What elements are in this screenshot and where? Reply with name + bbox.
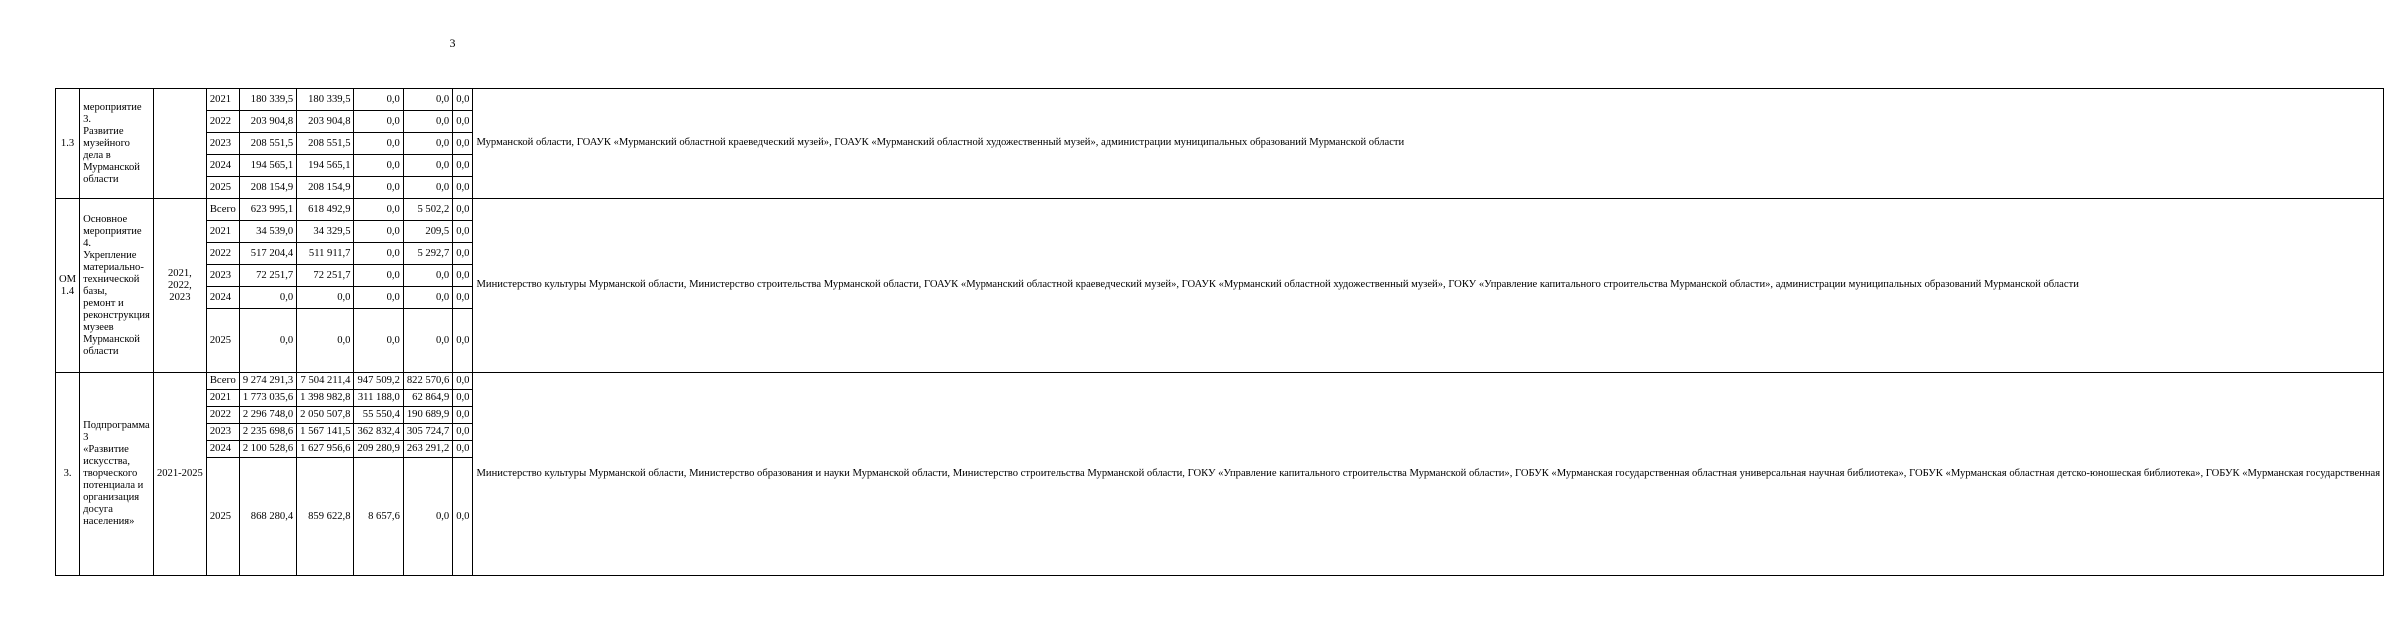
value-cell: 0,0 xyxy=(453,424,473,441)
value-cell: 209,5 xyxy=(403,221,452,243)
value-cell: 0,0 xyxy=(453,265,473,287)
value-cell: 9 274 291,3 xyxy=(239,373,296,390)
value-cell: 0,0 xyxy=(403,265,452,287)
value-cell: 0,0 xyxy=(403,133,452,155)
value-cell: 0,0 xyxy=(453,390,473,407)
table-row xyxy=(56,199,2384,221)
value-cell: 0,0 xyxy=(354,155,403,177)
year-cell: 2021 xyxy=(206,89,239,111)
value-cell: 0,0 xyxy=(403,89,452,111)
value-cell: 208 551,5 xyxy=(239,133,296,155)
value-cell: 209 280,9 xyxy=(354,441,403,458)
value-cell: 190 689,9 xyxy=(403,407,452,424)
year-cell: 2024 xyxy=(206,287,239,309)
value-cell: 0,0 xyxy=(354,287,403,309)
value-cell: 517 204,4 xyxy=(239,243,296,265)
year-cell: Всего xyxy=(206,199,239,221)
value-cell: 72 251,7 xyxy=(239,265,296,287)
value-cell: 859 622,8 xyxy=(297,458,354,576)
value-cell: 180 339,5 xyxy=(239,89,296,111)
activity-name: Основное мероприятие 4. Укрепление материально- технической базы, ремонт и реконструкция музеев Мурманской области xyxy=(80,199,154,373)
year-cell: 2025 xyxy=(206,309,239,373)
table-row xyxy=(56,89,2384,111)
value-cell: 0,0 xyxy=(453,111,473,133)
value-cell: 1 627 956,6 xyxy=(297,441,354,458)
value-cell: 0,0 xyxy=(297,309,354,373)
value-cell: 0,0 xyxy=(403,177,452,199)
value-cell: 0,0 xyxy=(403,287,452,309)
value-cell: 623 995,1 xyxy=(239,199,296,221)
year-cell: 2025 xyxy=(206,458,239,576)
value-cell: 62 864,9 xyxy=(403,390,452,407)
activity-name: Подпрограмма 3 «Развитие искусства, творческого потенциала и организация досуга населения» xyxy=(80,373,154,576)
value-cell: 0,0 xyxy=(354,309,403,373)
value-cell: 311 188,0 xyxy=(354,390,403,407)
value-cell: 72 251,7 xyxy=(297,265,354,287)
value-cell: 0,0 xyxy=(354,243,403,265)
year-cell: 2024 xyxy=(206,441,239,458)
value-cell: 0,0 xyxy=(453,133,473,155)
value-cell: 0,0 xyxy=(453,373,473,390)
value-cell: 34 329,5 xyxy=(297,221,354,243)
value-cell: 2 050 507,8 xyxy=(297,407,354,424)
year-cell: 2025 xyxy=(206,177,239,199)
value-cell: 7 504 211,4 xyxy=(297,373,354,390)
value-cell: 2 296 748,0 xyxy=(239,407,296,424)
value-cell: 0,0 xyxy=(354,199,403,221)
value-cell: 5 292,7 xyxy=(403,243,452,265)
value-cell: 0,0 xyxy=(453,441,473,458)
value-cell: 203 904,8 xyxy=(239,111,296,133)
value-cell: 0,0 xyxy=(453,243,473,265)
value-cell: 34 539,0 xyxy=(239,221,296,243)
value-cell: 194 565,1 xyxy=(239,155,296,177)
value-cell: 0,0 xyxy=(354,89,403,111)
value-cell: 0,0 xyxy=(453,177,473,199)
value-cell: 0,0 xyxy=(354,221,403,243)
value-cell: 0,0 xyxy=(354,111,403,133)
value-cell: 0,0 xyxy=(453,458,473,576)
value-cell: 0,0 xyxy=(453,407,473,424)
period xyxy=(153,89,206,199)
table-row xyxy=(56,373,2384,390)
period: 2021, 2022, 2023 xyxy=(153,199,206,373)
value-cell: 5 502,2 xyxy=(403,199,452,221)
value-cell: 1 773 035,6 xyxy=(239,390,296,407)
value-cell: 2 235 698,6 xyxy=(239,424,296,441)
year-cell: 2024 xyxy=(206,155,239,177)
value-cell: 1 398 982,8 xyxy=(297,390,354,407)
value-cell: 0,0 xyxy=(453,89,473,111)
year-cell: 2022 xyxy=(206,111,239,133)
value-cell: 947 509,2 xyxy=(354,373,403,390)
value-cell: 1 567 141,5 xyxy=(297,424,354,441)
value-cell: 0,0 xyxy=(453,221,473,243)
value-cell: 2 100 528,6 xyxy=(239,441,296,458)
value-cell: 180 339,5 xyxy=(297,89,354,111)
value-cell: 0,0 xyxy=(354,265,403,287)
value-cell: 0,0 xyxy=(354,133,403,155)
value-cell: 0,0 xyxy=(403,111,452,133)
value-cell: 8 657,6 xyxy=(354,458,403,576)
executors: Мурманской области, ГОАУК «Мурманский областной краеведческий музей», ГОАУК «Мурманский областной художественный музей», администрации муниципальных образований Мурманской области xyxy=(473,89,2384,199)
value-cell: 55 550,4 xyxy=(354,407,403,424)
value-cell: 0,0 xyxy=(239,309,296,373)
value-cell: 618 492,9 xyxy=(297,199,354,221)
page-number: 3 xyxy=(449,36,456,50)
year-cell: 2023 xyxy=(206,265,239,287)
value-cell: 511 911,7 xyxy=(297,243,354,265)
value-cell: 362 832,4 xyxy=(354,424,403,441)
value-cell: 0,0 xyxy=(403,458,452,576)
value-cell: 0,0 xyxy=(239,287,296,309)
row-number: 3. xyxy=(56,373,80,576)
value-cell: 263 291,2 xyxy=(403,441,452,458)
value-cell: 194 565,1 xyxy=(297,155,354,177)
row-number: ОМ 1.4 xyxy=(56,199,80,373)
executors: Министерство культуры Мурманской области, Министерство строительства Мурманской области, ГОАУК «Мурманский областной краеведческий музей», ГОАУК «Мурманский областной художественный музей», ГОКУ «Управление капитального строительства Мурманской области», администрации муниципальных образований Мурманской области xyxy=(473,199,2384,373)
value-cell: 208 154,9 xyxy=(297,177,354,199)
value-cell: 0,0 xyxy=(403,309,452,373)
year-cell: 2022 xyxy=(206,243,239,265)
budget-table xyxy=(55,88,2384,576)
value-cell: 0,0 xyxy=(453,199,473,221)
value-cell: 0,0 xyxy=(403,155,452,177)
value-cell: 0,0 xyxy=(297,287,354,309)
year-cell: 2023 xyxy=(206,424,239,441)
year-cell: 2022 xyxy=(206,407,239,424)
period: 2021-2025 xyxy=(153,373,206,576)
value-cell: 0,0 xyxy=(354,177,403,199)
year-cell: 2023 xyxy=(206,133,239,155)
year-cell: Всего xyxy=(206,373,239,390)
value-cell: 305 724,7 xyxy=(403,424,452,441)
value-cell: 868 280,4 xyxy=(239,458,296,576)
executors: Министерство культуры Мурманской области, Министерство образования и науки Мурманской области, Министерство строительства Мурманской области, ГОКУ «Управление капитального строительства Мурманской области», ГОБУК «Мурманская государственная областная универсальная научная библиотека», ГОБУК «Мурманская областная детско-юношеская библиотека», ГОБУК «Мурманская государственная xyxy=(473,373,2384,576)
activity-name: мероприятие 3. Развитие музейного дела в Мурманской области xyxy=(80,89,154,199)
value-cell: 203 904,8 xyxy=(297,111,354,133)
year-cell: 2021 xyxy=(206,390,239,407)
value-cell: 0,0 xyxy=(453,287,473,309)
value-cell: 0,0 xyxy=(453,155,473,177)
year-cell: 2021 xyxy=(206,221,239,243)
value-cell: 822 570,6 xyxy=(403,373,452,390)
row-number: 1.3 xyxy=(56,89,80,199)
value-cell: 0,0 xyxy=(453,309,473,373)
value-cell: 208 551,5 xyxy=(297,133,354,155)
value-cell: 208 154,9 xyxy=(239,177,296,199)
